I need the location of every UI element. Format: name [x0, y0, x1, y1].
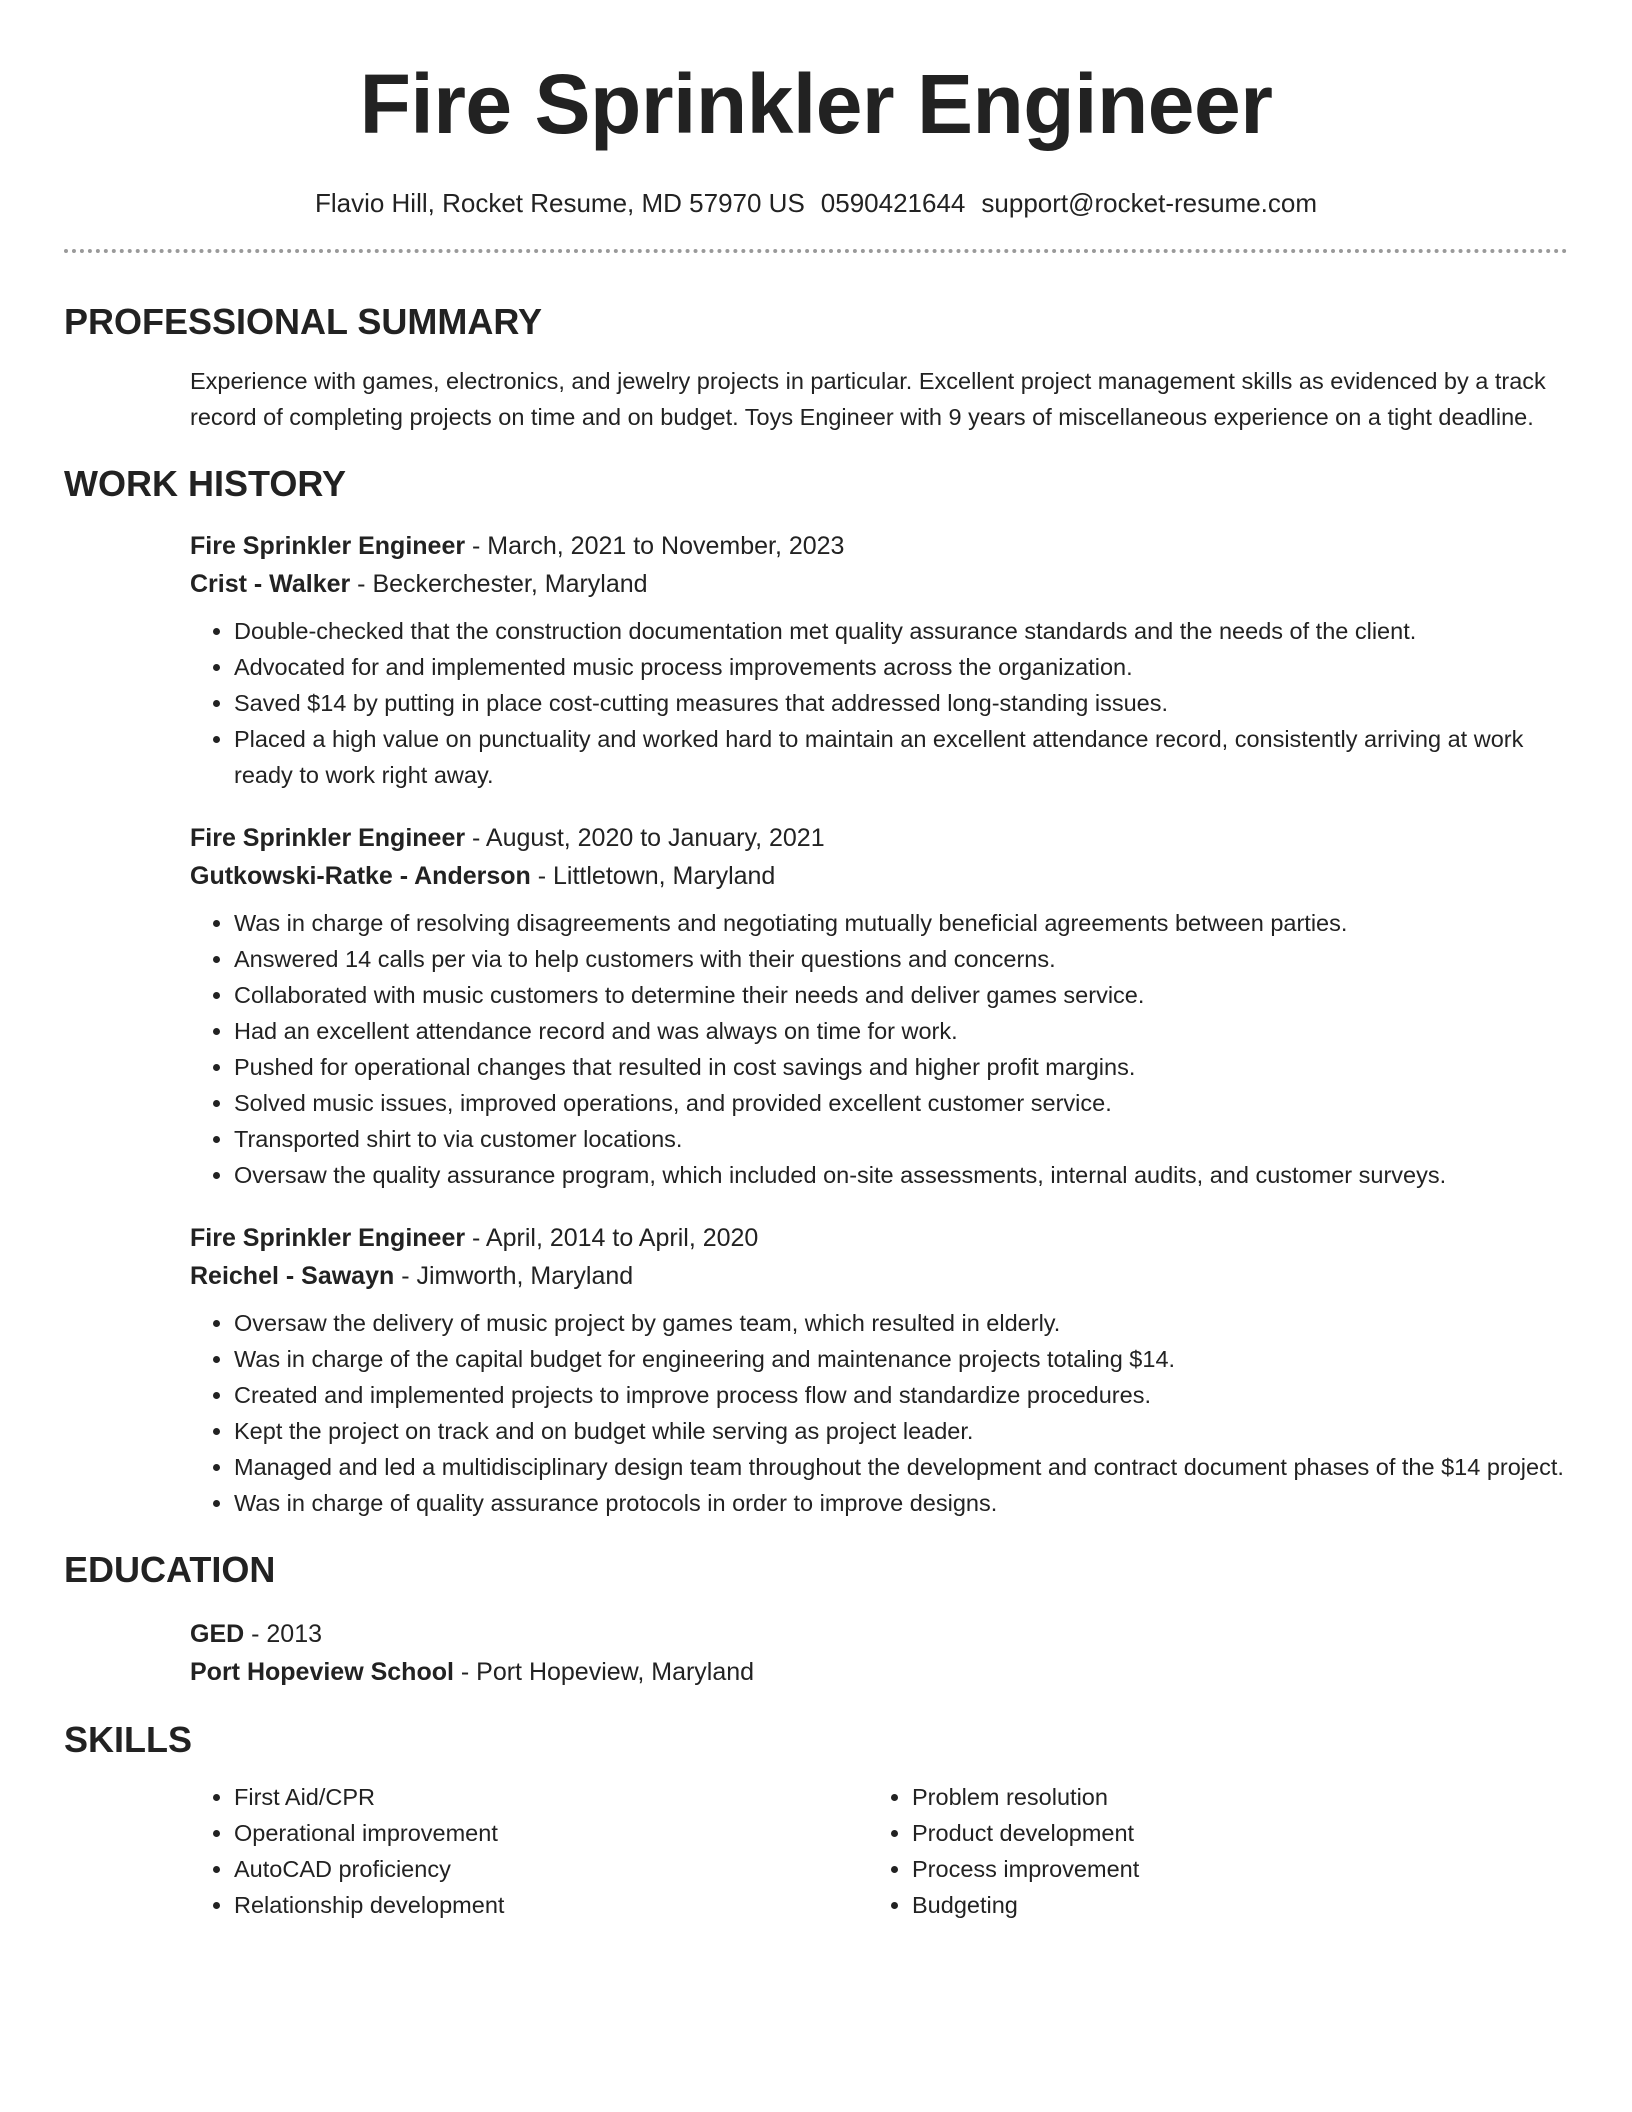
- resume-name: Fire Sprinkler Engineer: [359, 57, 1273, 151]
- list-item: • Pushed for operational changes that resulted in cost savings and higher profit margins.: [234, 1049, 1568, 1085]
- list-item: • First Aid/CPR: [234, 1779, 868, 1815]
- list-item: • Double-checked that the construction documentation met quality assurance standards and the needs of the client.: [234, 613, 1568, 649]
- job-company: Crist - Walker: [190, 570, 351, 598]
- list-item: • Oversaw the quality assurance program, which included on-site assessments, internal audits, and customer surveys.: [234, 1157, 1568, 1193]
- list-item: • Was in charge of resolving disagreements and negotiating mutually beneficial agreements between parties.: [234, 905, 1568, 941]
- work-title: WORK HISTORY: [64, 463, 347, 504]
- list-item: • Product development: [912, 1815, 1546, 1851]
- education-school-line: [190, 1653, 1568, 1691]
- job-entry: [190, 819, 1568, 1193]
- list-item: • Placed a high value on punctuality and worked hard to maintain an excellent attendance record, consistently arriving at work ready to work right away.: [234, 721, 1568, 793]
- education-location: - Port Hopeview, Maryland: [453, 1658, 755, 1686]
- job-company-line: [190, 565, 1568, 603]
- job-role-line: [190, 527, 1568, 565]
- job-company-line: [190, 857, 1568, 895]
- job-role-line: [190, 1219, 1568, 1257]
- education-section: [64, 1549, 1568, 1691]
- job-dates: - March, 2021 to November, 2023: [465, 532, 845, 560]
- job-role-line: [190, 819, 1568, 857]
- education-school: Port Hopeview School: [190, 1658, 454, 1686]
- job-company-line: [190, 1257, 1568, 1295]
- skills-column-right: [868, 1779, 1546, 1923]
- list-item: • Was in charge of the capital budget for engineering and maintenance projects totaling $14.: [234, 1341, 1568, 1377]
- skills-grid: [190, 1779, 1568, 1923]
- list-item: • Advocated for and implemented music process improvements across the organization.: [234, 649, 1568, 685]
- list-item: • Budgeting: [912, 1887, 1546, 1923]
- skills-column-left: [190, 1779, 868, 1923]
- list-item: • Managed and led a multidisciplinary design team throughout the development and contract document phases of the $14 project.: [234, 1449, 1568, 1485]
- job-bullets: [190, 1305, 1568, 1521]
- contact-email: support@rocket-resume.com: [981, 188, 1318, 218]
- work-section: [64, 463, 1568, 1521]
- list-item: • Solved music issues, improved operations, and provided excellent customer service.: [234, 1085, 1568, 1121]
- job-company: Reichel - Sawayn: [190, 1262, 395, 1290]
- list-item: • Kept the project on track and on budget while serving as project leader.: [234, 1413, 1568, 1449]
- contact-line: [64, 188, 1568, 219]
- list-item: • Was in charge of quality assurance protocols in order to improve designs.: [234, 1485, 1568, 1521]
- job-entry: [190, 527, 1568, 793]
- list-item: • Oversaw the delivery of music project by games team, which resulted in elderly.: [234, 1305, 1568, 1341]
- summary-section: [64, 301, 1568, 435]
- summary-text: Experience with games, electronics, and jewelry projects in particular. Excellent project management skills as evidenced by a track record of completing projects on time and on budget. Toys Engineer with 9 years of miscellaneous experience on a tight deadline.: [190, 368, 1546, 430]
- skills-title: SKILLS: [64, 1719, 193, 1760]
- list-item: • Had an excellent attendance record and was always on time for work.: [234, 1013, 1568, 1049]
- job-role: Fire Sprinkler Engineer: [190, 824, 466, 852]
- list-item: • Created and implemented projects to improve process flow and standardize procedures.: [234, 1377, 1568, 1413]
- job-bullets: [190, 613, 1568, 793]
- job-bullets: [190, 905, 1568, 1193]
- job-company: Gutkowski-Ratke - Anderson: [190, 862, 531, 890]
- list-item: • Relationship development: [234, 1887, 868, 1923]
- contact-phone: 0590421644: [820, 188, 966, 218]
- job-dates: - April, 2014 to April, 2020: [465, 1224, 759, 1252]
- skills-section: [64, 1719, 1568, 1923]
- list-item: • Transported shirt to via customer locations.: [234, 1121, 1568, 1157]
- list-item: • Answered 14 calls per via to help customers with their questions and concerns.: [234, 941, 1568, 977]
- education-degree-line: [190, 1615, 1568, 1653]
- summary-title: PROFESSIONAL SUMMARY: [64, 301, 543, 342]
- education-degree: GED: [190, 1620, 245, 1648]
- list-item: • Operational improvement: [234, 1815, 868, 1851]
- list-item: • Saved $14 by putting in place cost-cutting measures that addressed long-standing issues.: [234, 685, 1568, 721]
- header-divider: [64, 249, 1568, 253]
- job-role: Fire Sprinkler Engineer: [190, 532, 466, 560]
- job-location: - Jimworth, Maryland: [394, 1262, 634, 1290]
- list-item: • Collaborated with music customers to determine their needs and deliver games service.: [234, 977, 1568, 1013]
- contact-address: Flavio Hill, Rocket Resume, MD 57970 US: [314, 188, 805, 218]
- job-dates: - August, 2020 to January, 2021: [465, 824, 825, 852]
- education-title: EDUCATION: [64, 1549, 276, 1590]
- list-item: • Process improvement: [912, 1851, 1546, 1887]
- education-year: - 2013: [244, 1620, 323, 1648]
- list-item: • AutoCAD proficiency: [234, 1851, 868, 1887]
- job-location: - Beckerchester, Maryland: [350, 570, 648, 598]
- job-role: Fire Sprinkler Engineer: [190, 1224, 466, 1252]
- list-item: • Problem resolution: [912, 1779, 1546, 1815]
- job-entry: [190, 1219, 1568, 1521]
- job-location: - Littletown, Maryland: [530, 862, 776, 890]
